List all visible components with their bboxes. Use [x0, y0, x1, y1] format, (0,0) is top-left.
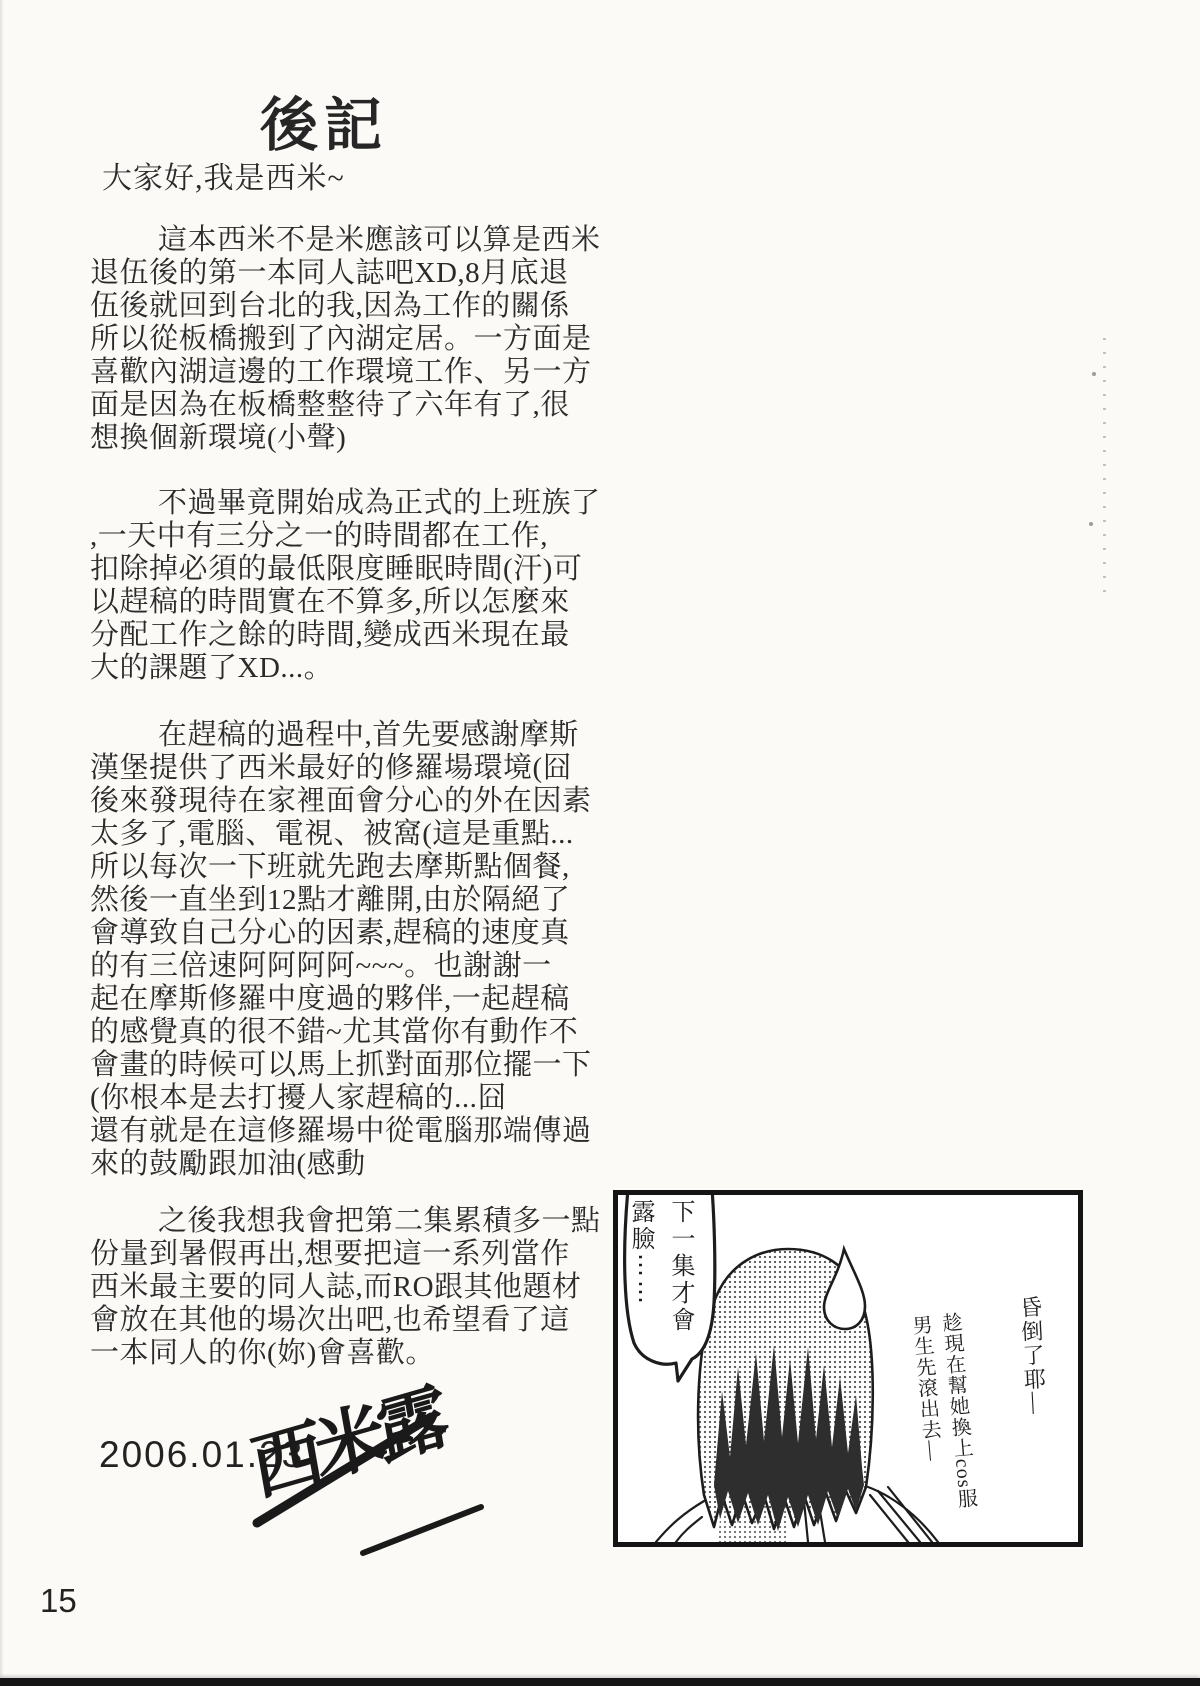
text-line: 西米最主要的同人誌,而RO跟其他題材: [90, 1271, 582, 1303]
text-line: 這本西米不是米應該可以算是西米: [158, 224, 601, 256]
text-line: 會放在其他的場次出吧,也希望看了這: [90, 1304, 570, 1336]
paragraph: [90, 719, 590, 1181]
scan-speck: [1089, 522, 1093, 526]
text-line: 的有三倍速阿阿阿阿~~~。也謝謝一: [90, 950, 552, 982]
signature: 西米露: [246, 1377, 448, 1511]
text-line: 之後我想我會把第二集累積多一點: [158, 1205, 601, 1237]
text-line: 還有就是在這修羅場中從電腦那端傳過: [90, 1115, 592, 1147]
scan-speck: [1092, 372, 1096, 376]
text-line: 退伍後的第一本同人誌吧XD,8月底退: [90, 257, 569, 289]
comic-panel: [613, 1190, 1083, 1547]
text-line: (你根本是去打擾人家趕稿的...囧: [90, 1082, 507, 1114]
greeting: 大家好,我是西米~: [102, 162, 345, 195]
paragraph: [90, 487, 601, 685]
scan-left-edge: [0, 0, 4, 1686]
page-number: 15: [40, 1582, 77, 1619]
text-line: 漢堡提供了西米最好的修羅場環境(囧: [90, 752, 573, 784]
page-title: 後記: [260, 93, 389, 158]
paragraph: [90, 1205, 601, 1370]
vertical-text-column: 男生先滾出去—: [908, 1313, 943, 1463]
handwritten-note-right: 昏倒了耶—: [1017, 1295, 1049, 1417]
text-line: 面是因為在板橋整整待了六年有了,很: [90, 389, 570, 421]
scan-specks: [1103, 338, 1106, 603]
text-line: 份量到暑假再出,想要把這一系列當作: [90, 1238, 570, 1270]
text-line: 扣除掉必須的最低限度睡眠時間(汗)可: [90, 553, 583, 585]
scan-bottom-bar: [0, 1678, 1200, 1686]
text-line: 在趕稿的過程中,首先要感謝摩斯: [158, 719, 579, 751]
text-line: 的感覺真的很不錯~尤其當你有動作不: [90, 1016, 579, 1048]
text-line: 不過畢竟開始成為正式的上班族了: [158, 487, 601, 519]
text-line: 以趕稿的時間實在不算多,所以怎麼來: [90, 586, 570, 618]
text-line: 喜歡內湖這邊的工作環境工作、另一方: [90, 356, 592, 388]
vertical-text-column: 趁現在幫她換上cos服: [938, 1311, 978, 1511]
text-line: 來的鼓勵跟加油(感動: [90, 1148, 366, 1180]
text-line: 會導致自己分心的因素,趕稿的速度真: [90, 917, 570, 949]
text-line: 一本同人的你(妳)會喜歡。: [90, 1337, 435, 1369]
text-line: 後來發現待在家裡面會分心的外在因素: [90, 785, 592, 817]
text-line: 然後一直坐到12點才離開,由於隔絕了: [90, 884, 571, 916]
paragraph: [90, 224, 601, 455]
text-line: ,一天中有三分之一的時間都在工作,: [90, 520, 549, 552]
speech-bubble-text: [620, 1199, 700, 1374]
text-line: 所以每次一下班就先跑去摩斯點個餐,: [90, 851, 570, 883]
text-line: 所以從板橋搬到了內湖定居。一方面是: [90, 323, 592, 355]
vertical-text-column: 露臉⋯⋯: [627, 1199, 653, 1307]
text-line: 大的課題了XD...。: [90, 652, 334, 684]
text-line: 會畫的時候可以馬上抓對面那位擺一下: [90, 1049, 592, 1081]
text-line: 起在摩斯修羅中度過的夥伴,一起趕稿: [90, 983, 570, 1015]
vertical-text-column: 下一集才會: [667, 1199, 693, 1334]
text-line: 伍後就回到台北的我,因為工作的關係: [90, 290, 570, 322]
text-line: 太多了,電腦、電視、被窩(這是重點...: [90, 818, 574, 850]
date: 2006.01.23: [99, 1434, 305, 1475]
text-line: 想換個新環境(小聲): [90, 422, 347, 454]
text-line: 分配工作之餘的時間,變成西米現在最: [90, 619, 570, 651]
